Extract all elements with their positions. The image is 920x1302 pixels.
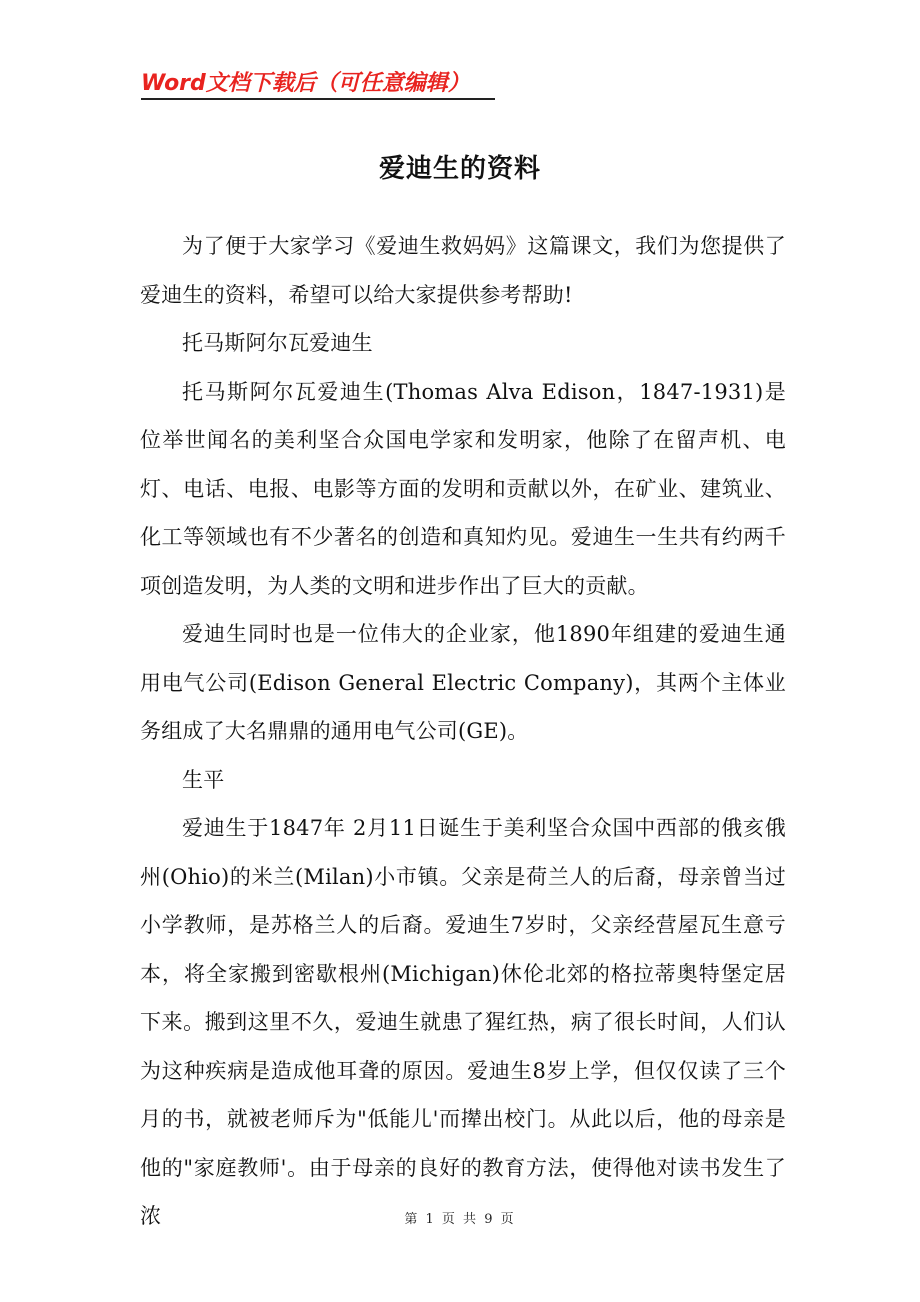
paragraph-early-life: 爱迪生于1847年 2月11日诞生于美利坚合众国中西部的俄亥俄州(Ohio)的米兰(Milan)小市镇。父亲是荷兰人的后裔，母亲曾当过小学教师，是苏格兰人的后裔。爱迪生7岁时，父亲经营屋瓦生意亏本，将全家搬到密歇根州(Michigan)休伦北郊的格拉蒂奥特堡定居下来。搬到这里不久，爱迪生就患了猩红热，病了很长时间，人们认为这种疾病是造成他耳聋的原因。爱迪生8岁上学，但仅仅读了三个月的书，就被老师斥为"低能儿'而撵出校门。从此以后，他的母亲是他的"家庭教师'。由于母亲的良好的教育方法，使得他对读书发生了浓: [140, 816, 786, 1228]
document-title: 爱迪生的资料: [378, 154, 541, 184]
document-body: [140, 222, 786, 1241]
paragraph-intro: 为了便于大家学习《爱迪生救妈妈》这篇课文，我们为您提供了爱迪生的资料，希望可以给大家提供参考帮助!: [140, 234, 786, 307]
header-text: Word文档下载后（可任意编辑）: [141, 71, 470, 96]
page-header: [141, 62, 495, 100]
page-number-footer: 第 1 页 共 9 页: [404, 1212, 516, 1227]
section-heading-name: 托马斯阿尔瓦爱迪生: [182, 331, 373, 355]
paragraph-entrepreneur: 爱迪生同时也是一位伟大的企业家，他1890年组建的爱迪生通用电气公司(Edison General Electric Company)，其两个主体业务组成了大名鼎鼎的通用电气公司(GE)。: [140, 622, 786, 743]
section-heading-life: 生平: [182, 767, 225, 792]
paragraph-overview: 托马斯阿尔瓦爱迪生(Thomas Alva Edison，1847-1931)是位举世闻名的美利坚合众国电学家和发明家，他除了在留声机、电灯、电话、电报、电影等方面的发明和贡献以外，在矿业、建筑业、化工等领域也有不少著名的创造和真知灼见。爱迪生一生共有约两千项创造发明，为人类的文明和进步作出了巨大的贡献。: [140, 379, 786, 598]
